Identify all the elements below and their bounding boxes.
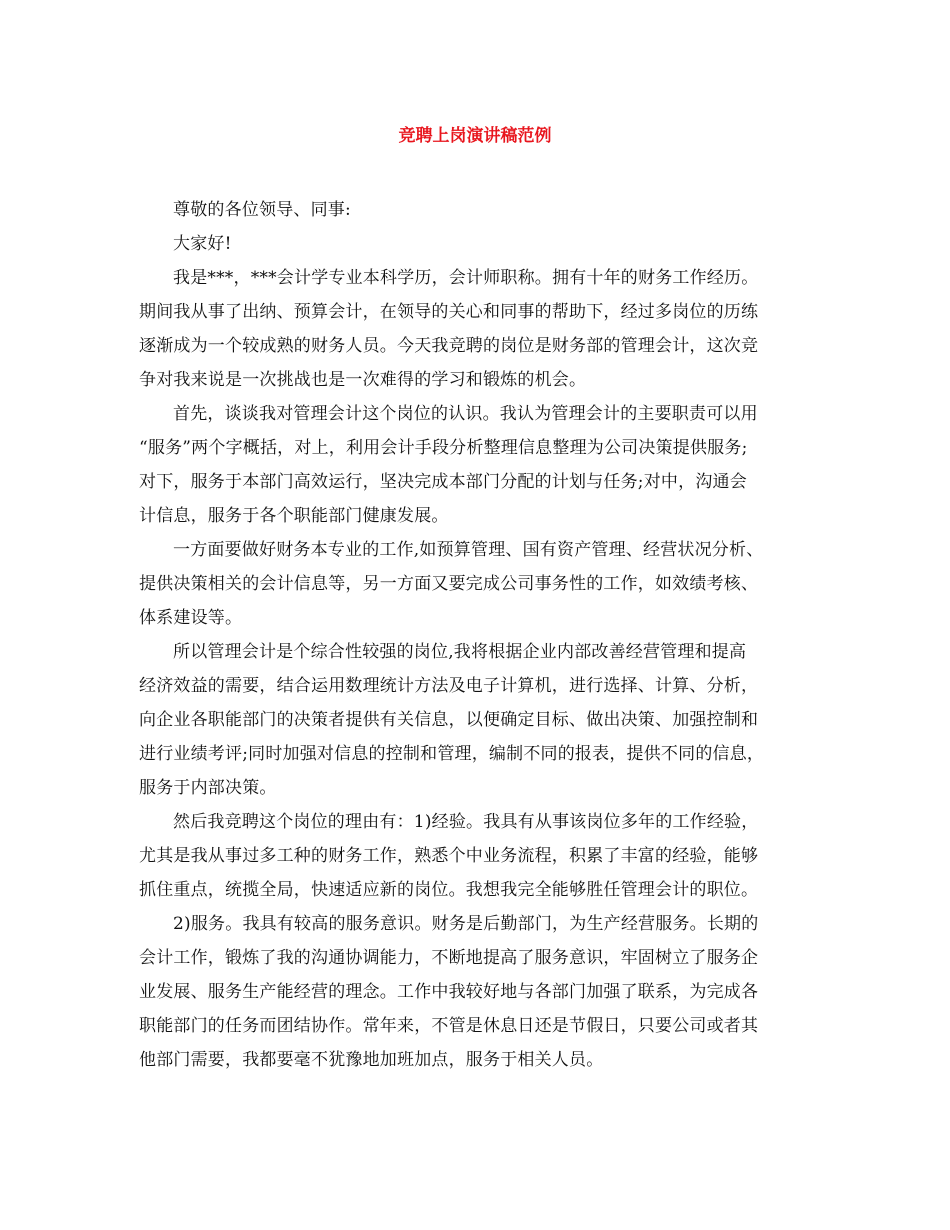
text-line: 业发展、服务生产能经营的理念。工作中我较好地与各部门加强了联系，为完成各: [139, 982, 759, 1002]
text-line: 2)服务。我具有较高的服务意识。财务是后勤部门，为生产经营服务。长期的: [173, 914, 759, 934]
text-line: 职能部门的任务而团结协作。常年来，不管是休息日还是节假日，只要公司或者其: [139, 1016, 759, 1036]
text-line: 向企业各职能部门的决策者提供有关信息，以便确定目标、做出决策、加强控制和: [139, 710, 759, 730]
text-line: 服务于内部决策。: [139, 778, 277, 798]
text-line: 他部门需要，我都要毫不犹豫地加班加点，服务于相关人员。: [139, 1050, 604, 1070]
text-line: 期间我从事了出纳、预算会计，在领导的关心和同事的帮助下，经过多岗位的历练: [139, 302, 759, 322]
text-line: 我是***，***会计学专业本科学历，会计师职称。拥有十年的财务工作经历。: [173, 268, 759, 288]
text-line: 争对我来说是一次挑战也是一次难得的学习和锻炼的机会。: [139, 370, 587, 390]
text-line: 然后我竞聘这个岗位的理由有：1)经验。我具有从事该岗位多年的工作经验，: [173, 812, 759, 832]
text-line: 体系建设等。: [139, 608, 243, 628]
text-line: 经济效益的需要，结合运用数理统计方法及电子计算机，进行选择、计算、分析，: [139, 676, 759, 696]
text-line: 大家好!: [173, 234, 232, 254]
text-line: 进行业绩考评;同时加强对信息的控制和管理，编制不同的报表，提供不同的信息，: [139, 744, 765, 764]
text-line: 尤其是我从事过多工种的财务工作，熟悉个中业务流程，积累了丰富的经验，能够: [139, 846, 759, 866]
text-line: “服务”两个字概括，对上，利用会计手段分析整理信息整理为公司决策提供服务;: [139, 438, 748, 458]
text-line: 对下，服务于本部门高效运行，坚决完成本部门分配的计划与任务;对中，沟通会: [139, 472, 747, 492]
page-title: 竞聘上岗演讲稿范例: [398, 126, 552, 146]
document-body: [139, 193, 819, 1077]
text-line: 所以管理会计是个综合性较强的岗位,我将根据企业内部改善经营管理和提高: [173, 642, 747, 662]
text-line: 一方面要做好财务本专业的工作,如预算管理、国有资产管理、经营状况分析、: [173, 540, 764, 560]
text-line: 首先，谈谈我对管理会计这个岗位的认识。我认为管理会计的主要职责可以用: [173, 404, 758, 424]
text-line: 尊敬的各位领导、同事:: [173, 200, 351, 220]
text-line: 计信息，服务于各个职能部门健康发展。: [139, 506, 449, 526]
text-line: 逐渐成为一个较成熟的财务人员。今天我竞聘的岗位是财务部的管理会计，这次竞: [139, 336, 759, 356]
text-line: 抓住重点，统揽全局，快速适应新的岗位。我想我完全能够胜任管理会计的职位。: [139, 880, 759, 900]
text-line: 提供决策相关的会计信息等，另一方面又要完成公司事务性的工作，如效绩考核、: [139, 574, 759, 594]
text-line: 会计工作，锻炼了我的沟通协调能力，不断地提高了服务意识，牢固树立了服务企: [139, 948, 759, 968]
